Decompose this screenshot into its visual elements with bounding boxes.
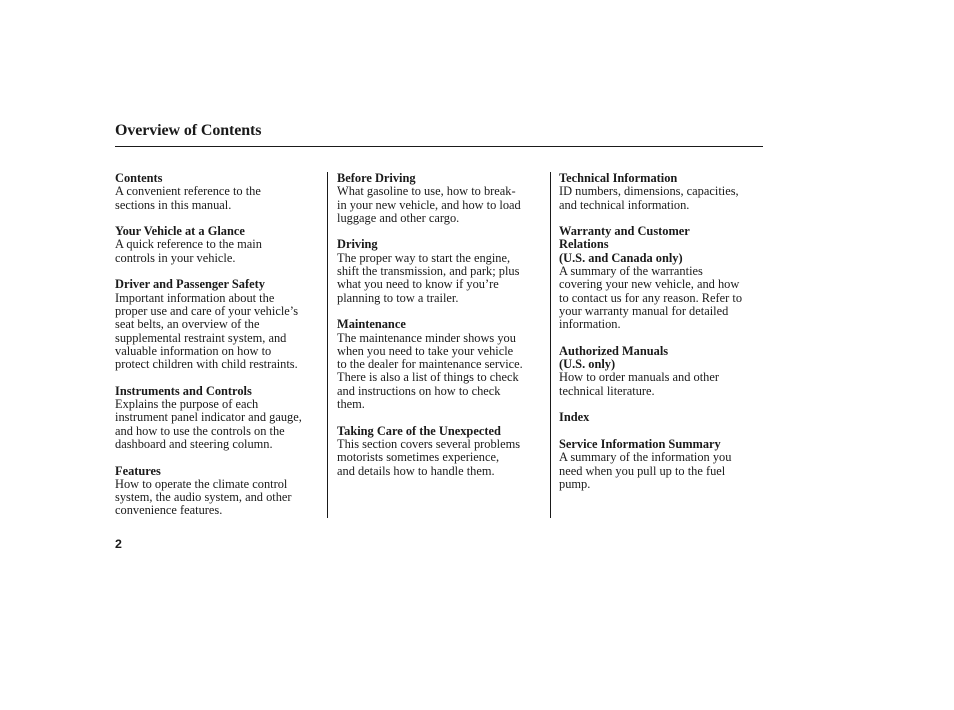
section-heading[interactable]: Taking Care of the Unexpected: [337, 423, 501, 438]
section-heading[interactable]: Driving: [337, 237, 378, 252]
section-description-line: supplemental restraint system, and: [115, 330, 287, 345]
section-description-line: pump.: [559, 476, 591, 491]
section-description-line: when you need to take your vehicle: [337, 343, 514, 358]
section-heading[interactable]: Your Vehicle at a Glance: [115, 224, 245, 239]
section-description-line: to contact us for any reason. Refer to: [559, 290, 743, 305]
section-description-line: and details how to handle them.: [337, 463, 495, 478]
section-description-line: and instructions on how to check: [337, 383, 501, 398]
section-description-line: need when you pull up to the fuel: [559, 463, 726, 478]
section-description-line: your warranty manual for detailed: [559, 303, 729, 318]
page-title: Overview of Contents: [115, 122, 262, 139]
section-description-line: This section covers several problems: [337, 436, 521, 451]
section-heading[interactable]: Before Driving: [337, 171, 416, 185]
section-description-line: in your new vehicle, and how to load: [337, 197, 521, 212]
section-heading[interactable]: Instruments and Controls: [115, 383, 252, 398]
section-description-line: sections in this manual.: [115, 197, 232, 212]
section-description-line: shift the transmission, and park; plus: [337, 264, 520, 279]
section-description-line: How to operate the climate control: [115, 476, 288, 491]
section-description-line: planning to tow a trailer.: [337, 290, 459, 305]
section-technical-information: [559, 172, 765, 212]
section-description-line: covering your new vehicle, and how: [559, 277, 740, 292]
section-description-line: and technical information.: [559, 197, 690, 212]
section-heading[interactable]: Service Information Summary: [559, 436, 721, 451]
section-description-line: technical literature.: [559, 383, 655, 398]
section-description-line: instrument panel indicator and gauge,: [115, 410, 302, 425]
column-divider: [327, 172, 328, 518]
section-description-line: and how to use the controls on the: [115, 423, 285, 438]
section-instruments-and-controls: [115, 385, 325, 451]
section-driving: [337, 238, 547, 304]
section-your-vehicle-at-a-glance: [115, 225, 325, 265]
title-rule: [115, 146, 763, 147]
section-warranty-and-customer-relations: [559, 225, 765, 331]
section-heading[interactable]: Features: [115, 463, 161, 478]
section-contents: [115, 172, 325, 212]
section-description-line: ID numbers, dimensions, capacities,: [559, 184, 739, 199]
section-description-line: How to order manuals and other: [559, 370, 720, 385]
section-description-line: The proper way to start the engine,: [337, 250, 511, 265]
section-maintenance: [337, 318, 547, 411]
section-description-line: system, the audio system, and other: [115, 490, 292, 505]
section-description-line: valuable information on how to: [115, 343, 272, 358]
section-heading[interactable]: Driver and Passenger Safety: [115, 277, 265, 292]
section-authorized-manuals: [559, 345, 765, 398]
section-description-line: what you need to know if you’re: [337, 277, 499, 292]
column-contents-2: [337, 172, 547, 491]
section-taking-care-of-the-unexpected: [337, 425, 547, 478]
section-description-line: seat belts, an overview of the: [115, 317, 260, 332]
section-heading[interactable]: Index: [559, 410, 590, 425]
section-service-information-summary: [559, 438, 765, 491]
section-features: [115, 465, 325, 518]
section-description-line: dashboard and steering column.: [115, 436, 273, 451]
section-description-line: proper use and care of your vehicle’s: [115, 303, 299, 318]
section-description-line: luggage and other cargo.: [337, 210, 460, 225]
section-heading[interactable]: Warranty and Customer Relations (U.S. and Canada only): [559, 224, 690, 265]
section-heading[interactable]: Maintenance: [337, 317, 406, 332]
section-before-driving: [337, 172, 547, 225]
page-number: 2: [115, 537, 122, 551]
column-contents-1: [115, 172, 325, 531]
section-description-line: A convenient reference to the: [115, 184, 261, 199]
section-description-line: A summary of the warranties: [559, 264, 703, 279]
section-description-line: protect children with child restraints.: [115, 357, 298, 372]
section-heading[interactable]: Authorized Manuals (U.S. only): [559, 343, 669, 372]
section-heading[interactable]: Contents: [115, 171, 163, 185]
section-description-line: What gasoline to use, how to break-: [337, 184, 516, 199]
section-heading[interactable]: Technical Information: [559, 171, 678, 185]
section-description-line: A quick reference to the main: [115, 237, 262, 252]
section-description-line: A summary of the information you: [559, 450, 732, 465]
section-description-line: motorists sometimes experience,: [337, 450, 500, 465]
column-divider: [550, 172, 551, 518]
section-description-line: to the dealer for maintenance service.: [337, 357, 523, 372]
section-description-line: convenience features.: [115, 503, 223, 518]
column-contents-3: [559, 172, 765, 504]
section-index: [559, 411, 765, 424]
section-description-line: The maintenance minder shows you: [337, 330, 516, 345]
section-description-line: There is also a list of things to check: [337, 370, 519, 385]
section-description-line: information.: [559, 317, 621, 332]
section-description-line: Important information about the: [115, 290, 275, 305]
section-description-line: Explains the purpose of each: [115, 397, 259, 412]
section-description-line: controls in your vehicle.: [115, 250, 236, 265]
section-driver-and-passenger-safety: [115, 278, 325, 371]
section-description-line: them.: [337, 397, 365, 412]
